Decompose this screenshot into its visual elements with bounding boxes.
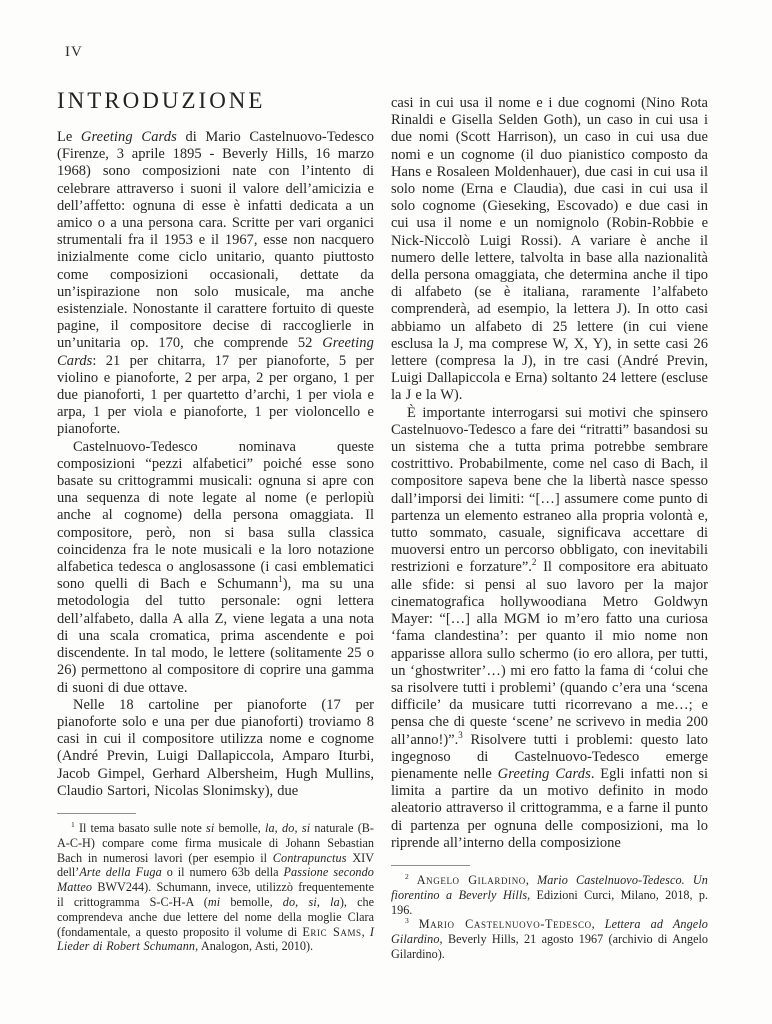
left-column-footnotes xyxy=(57,821,374,954)
right-column-footnotes xyxy=(391,873,708,962)
footnote: $^1$ Il tema basato sulle note si bemolle, la, do, si naturale (B-A-C-H) compare come firma musicale di Johann Sebastian Bach in numerosi lavori (per esempio il Contrapunctus XIV dell’Arte della Fuga o il numero 63b della Passione secondo Matteo BWV244). Schumann, invece, utilizzò frequentemente il crittogramma S-C-H-A (mi bemolle, do, si, la), che comprendeva anche due lettere del nome della moglie Clara (fondamentale, a questo proposito il volume di Eric Sams, I Lieder di Robert Schumann, Analogon, Asti, 2010). xyxy=(57,819,374,954)
paragraph: Le Greeting Cards di Mario Castelnuovo-Tedesco (Firenze, 3 aprile 1895 - Beverly Hills, 16 marzo 1968) sono composizioni nate con l’intento di celebrare attraverso i suoni il valore dell’amicizia e dell’affetto: ognuna di esse è infatti dedicata a un amico o a una persona cara. Scritte per vari organici strumentali fra il 1953 e il 1967, esse non nacquero inizialmente come ciclo unitario, quanto piuttosto come composizioni occasionali, dettate da un’ispirazione non solo musicale, ma anche esistenziale. Nonostante il carattere fortuito di queste pagine, il compositore decise di raccoglierle in un’unitaria op. 170, che comprende 52 Greeting Cards: 21 per chitarra, 17 per pianoforte, 5 per violino e pianoforte, 2 per arpa, 2 per organo, 1 per due pianoforti, 1 per quartetto d’archi, 1 per viola e arpa, 1 per viola e pianoforte, 1 per violoncello e pianoforte. xyxy=(57,129,374,438)
paragraph: È importante interrogarsi sui motivi che spinsero Castelnuovo-Tedesco a fare dei “ritratti” basandosi su un sistema che a tutta prima potrebbe sembrare costrittivo. Probabilmente, come nel caso di Bach, il compositore sapeva bene che la libertà nasce spesso dall’imporsi dei limiti: “[…] assumere come punto di partenza un elemento estraneo alla propria volontà e, tutto sommato, casuale, significava accettare di muoversi entro un percorso obbligato, con inevitabili restrizioni e forzature”.$^2$ Il compositore era abituato alle sfide: si pensi al suo lavoro per la major cinematografica hollywoodiana Metro Goldwyn Mayer: “[…] alla MGM io m’ero fatto una curiosa ‘fama clandestina’: per quanto il mio nome non apparisse allora sullo schermo (io ero allora, per tutti, un ‘ghostwriter’…) mi ero fatto la fama di ‘colui che sa risolvere tutti i problemi’ (quando c’era una ‘scena difficile’ da musicare tutti ricorrevano a me…; e pensa che di queste ‘scene’ ne scrivevo in media 200 all’anno!)”.$^3$ Risolvere tutti i problemi: questo lato ingegnoso di Castelnuovo-Tedesco emerge pienamente nelle Greeting Cards. Egli infatti non si limita a partire da un motivo definito in modo aleatorio attraverso il crittogramma, e a farne il punto di partenza per ognuna delle composizioni, ma lo riprende all’interno della composizione xyxy=(391,404,708,851)
right-column-body xyxy=(391,95,708,852)
paragraph: Nelle 18 cartoline per pianoforte (17 per pianoforte solo e una per due pianoforti) troviamo 8 casi in cui il compositore utilizza nome e cognome (André Previn, Luigi Dallapiccola, Amparo Iturbi, Jacob Gimpel, Gerhard Albersheim, Hugh Mullins, Claudio Sartori, Nicolas Slonimsky), due xyxy=(57,696,374,799)
footnote-separator xyxy=(57,813,136,814)
footnote: $^2$ Angelo Gilardino, Mario Castelnuovo-Tedesco. Un fiorentino a Beverly Hills, Edizioni Curci, Milano, 2018, p. 196. xyxy=(391,871,709,917)
page-title: INTRODUZIONE xyxy=(57,88,266,113)
page-number: IV xyxy=(65,44,83,60)
right-footnote-block xyxy=(391,865,708,962)
left-column xyxy=(57,88,374,962)
text-columns xyxy=(57,88,708,962)
left-column-body xyxy=(57,129,374,800)
footnote: $^3$ Mario Castelnuovo-Tedesco, Lettera ad Angelo Gilardino, Beverly Hills, 21 agosto 1967 (archivio di Angelo Gilardino). xyxy=(391,916,708,961)
paragraph: Castelnuovo-Tedesco nominava queste composizioni “pezzi alfabetici” poiché esse sono basate su crittogrammi musicali: ognuna si apre con una sequenza di note legate al nome (e perlopiù anche al cognome) della persona omaggiata. Il compositore, però, non si basa sulla classica coincidenza fra le note musicali e la loro notazione alfabetica tedesca o anglosassone (i casi emblematici sono quelli di Bach e Schumann$^1$), ma su una metodologia del tutto personale: ogni lettera dell’alfabeto, dalla A alla Z, viene legata a una nota di una scala cromatica, prima ascendente e poi discendente. In tal modo, le lettere (solitamente 25 o 26) permettono al compositore di coprire una gamma di suoni di due ottave. xyxy=(57,438,375,696)
footnote-separator xyxy=(391,865,470,866)
right-column xyxy=(391,88,708,962)
left-footnote-block xyxy=(57,813,374,954)
paragraph: casi in cui usa il nome e i due cognomi (Nino Rota Rinaldi e Gisella Selden Goth), un caso in cui usa i due nomi (Scott Harrison), un caso in cui usa due nomi e un cognome (il duo pianistico composto da Hans e Rosaleen Moldenhauer), due casi in cui usa il solo nome (Erna e Claudia), due casi in cui usa il solo cognome (Gieseking, Escovado) e due casi in cui usa il nome e un nomignolo (Robin-Robbie e Nick-Niccolò Luigi Rossi). A variare è anche il numero delle lettere, talvolta in base alla nazionalità della persona omaggiata, che determina anche il tipo di alfabeto (se è italiana, raramente l’alfabeto comprenderà, ad esempio, la lettera J). In otto casi abbiamo un alfabeto di 25 lettere (in cui viene esclusa la J, ma comprese W, X, Y), in sette casi 26 lettere (compresa la J), in tre casi (André Previn, Luigi Dallapiccola e Erna) soltanto 24 lettere (escluse la J e la W). xyxy=(391,95,708,404)
